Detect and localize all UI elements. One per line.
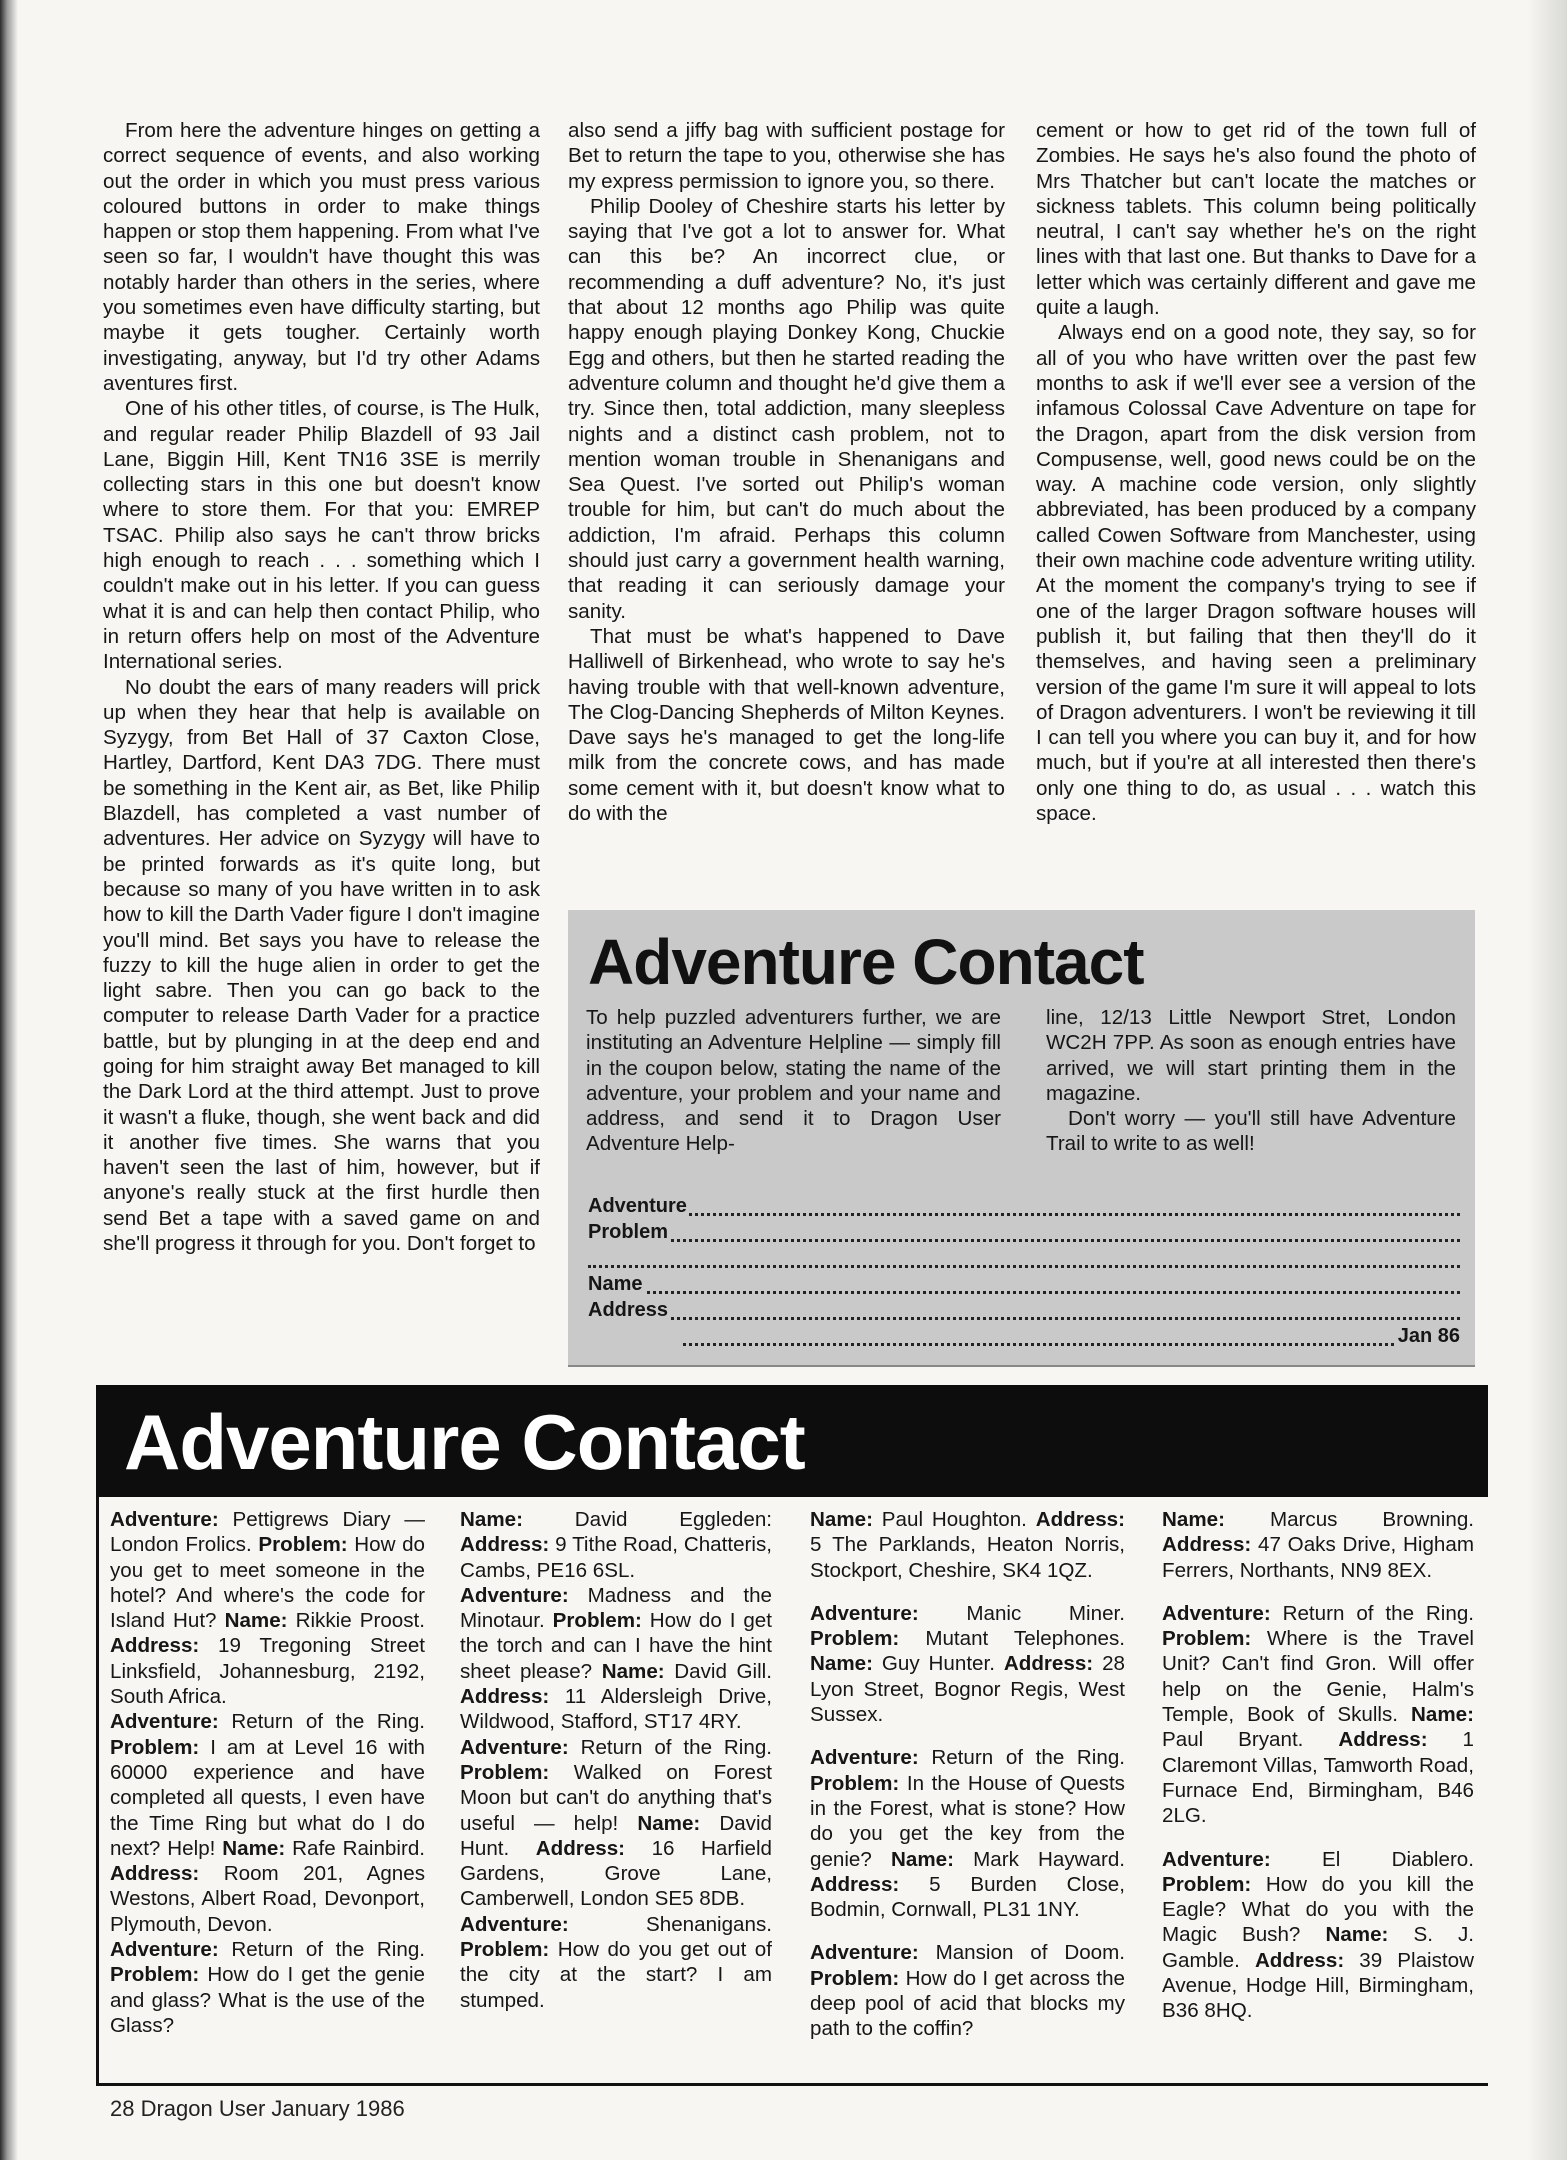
paragraph: Philip Dooley of Cheshire starts his letter by saying that I've got a lot to answer for. What can this be? An incorrect clue, or recommending a duff adventure? No, it's just that about 12 months ago Philip was quite happy enough playing Donkey Kong, Chuckie Egg and others, but then he started reading the adventure column and thought he'd give them a try. Since then, total addiction, many sleepless nights and a distinct cash problem, not to mention woman trouble in Shenanigans and Sea Quest. I've sorted out Philip's woman trouble for him, but can't do much about the addiction, I'm afraid. Perhaps this column should just carry a government health warning, that reading it can seriously damage your sanity. — [568, 194, 1005, 623]
listing-entry: Adventure: Return of the Ring. Problem: How do I get the genie and glass? What is the use of the Glass? — [110, 1938, 425, 2037]
article-column-3 — [1036, 118, 1476, 826]
listing-column-3 — [810, 1507, 1125, 2042]
paragraph: Always end on a good note, they say, so for all of you who have written over the past few months to ask if we'll ever see a version of the infamous Colossal Cave Adventure on tape for the Dragon, apart from the disk version from Compusense, well, good news could be on the way. A machine code version, only slightly abbreviated, has been produced by a company called Cowen Software from Manchester, using their own machine code adventure writing utility. At the moment the company's trying to see if one of the larger Dragon software houses will publish it, but failing that then they'll do it themselves, and having seen a preliminary version of the game I'm sure it will appeal to lots of Dragon adventurers. I won't be reviewing it till I can tell you where you can buy it, and for how much, but if you're at all interested then there's only one thing to do, as usual . . . watch this space. — [1036, 321, 1476, 826]
article-column-1 — [103, 118, 540, 1256]
page-footer: 28 Dragon User January 1986 — [110, 2096, 405, 2121]
coupon-intro-left — [586, 1005, 1001, 1157]
field-label: Address — [588, 1299, 669, 1321]
listing-entry: Adventure: Shenanigans. Problem: How do you get out of the city at the start? I am stumped. — [460, 1912, 772, 2012]
coupon-address-field-2[interactable] — [683, 1325, 1460, 1351]
listing-entry: Adventure: Return of the Ring. Problem: In the House of Quests in the Forest, what is stone? How do you get the key from the genie? Name: Mark Hayward. Address: 5 Burden Close, Bodmin, Cornwall, PL31 1NY. — [810, 1746, 1125, 1922]
listing-column-4 — [1162, 1507, 1474, 2024]
listing-entry: Adventure: Madness and the Minotaur. Problem: How do I get the torch and can I have the hint sheet please? Name: David Gill. Address: 11 Aldersleigh Drive, Wildwood, Stafford, ST17 4RY. — [460, 1583, 772, 1734]
listing-entry: Adventure: Return of the Ring. Problem: Where is the Travel Unit? Can't find Gron. Will offer help on the Genie, Halm's Temple, Book of Skulls. Name: Paul Bryant. Address: 1 Claremont Villas, Tamworth Road, Furnace End, Birmingham, B46 2LG. — [1162, 1601, 1474, 1828]
paragraph: also send a jiffy bag with sufficient postage for Bet to return the tape to you, otherwise she has my express permission to ignore you, so there. — [568, 119, 1005, 193]
paragraph: cement or how to get rid of the town full of Zombies. He says he's also found the photo of Mrs Thatcher but can't locate the matches or sickness tablets. This column being politically neutral, I can't say whether he's on the right lines with that last one. But thanks to Dave for a letter which was certainly different and gave me quite a laugh. — [1036, 119, 1476, 320]
listing-column-2 — [460, 1507, 772, 2013]
listing-border-bottom — [96, 2083, 1488, 2086]
field-label: Adventure — [588, 1195, 687, 1217]
paragraph: One of his other titles, of course, is The Hulk, and regular reader Philip Blazdell of 93 Jail Lane, Biggin Hill, Kent TN16 3SE is merrily collecting stars in this one but doesn't know where to store them. For that you: EMREP TSAC. Philip also says he can't throw bricks high enough to reach . . . something which I couldn't make out in his letter. If you can guess what it is and can help then contact Philip, who in return offers help on most of the Adventure International series. — [103, 397, 540, 674]
listing-entry: Adventure: Mansion of Doom. Problem: How do I get across the deep pool of acid that blocks my path to the coffin? — [810, 1941, 1125, 2041]
listing-border-left — [96, 1497, 99, 2086]
coupon-intro-right — [1046, 1005, 1456, 1157]
coupon-name-field[interactable] — [588, 1273, 1460, 1299]
coupon-problem-continuation-field[interactable] — [588, 1247, 1460, 1273]
listing-entry: Adventure: Return of the Ring. Problem: I am at Level 16 with 60000 experience and have completed all quests, I even have the Time Ring but what do I do next? Help! Name: Rafe Rainbird. Address: Room 201, Agnes Westons, Albert Road, Devonport, Plymouth, Devon. — [110, 1710, 425, 1936]
coupon-address-text: line, 12/13 Little Newport Stret, London WC2H 7PP. As soon as enough entries have arrived, we will start printing them in the magazine. — [1046, 1006, 1456, 1105]
listing-column-1 — [110, 1507, 425, 2038]
field-label: Problem — [588, 1221, 669, 1243]
coupon-date: Jan 86 — [1394, 1325, 1460, 1348]
listing-entry-cont: Name: Paul Houghton. Address: 5 The Parklands, Heaton Norris, Stockport, Cheshire, SK4 1QZ. — [810, 1508, 1125, 1582]
listing-entry: Adventure: Return of the Ring. Problem: Walked on Forest Moon but can't do anything that's useful — help! Name: David Hunt. Address: 16 Harfield Gardens, Grove Lane, Camberwell, London SE5 8DB. — [460, 1735, 772, 1911]
listing-entry-cont: Name: Marcus Browning. Address: 47 Oaks Drive, Higham Ferrers, Northants, NN9 8EX. — [1162, 1508, 1474, 1582]
listings-banner — [96, 1385, 1488, 1497]
coupon-box — [568, 910, 1475, 1367]
coupon-address-field[interactable] — [588, 1299, 1460, 1325]
paragraph: From here the adventure hinges on getting a correct sequence of events, and also working out the order in which you must press various coloured buttons in order to make things happen or stop them happening. From what I've seen so far, I wouldn't have thought this was notably harder than others in the series, where you sometimes even have difficulty starting, but maybe it gets tougher. Certainly worth investigating, anyway, but I'd try other Adams aventures first. — [103, 119, 540, 395]
page-edge-right — [1527, 0, 1567, 2160]
article-column-2 — [568, 118, 1005, 826]
coupon-note-text: Don't worry — you'll still have Adventure Trail to write to as well! — [1046, 1107, 1456, 1156]
coupon-adventure-field[interactable] — [588, 1195, 1460, 1221]
listing-entry-cont: Name: David Eggleden: Address: 9 Tithe Road, Chatteris, Cambs, PE16 6SL. — [460, 1508, 772, 1582]
paragraph: That must be what's happened to Dave Halliwell of Birkenhead, who wrote to say he's having trouble with that well-known adventure, The Clog-Dancing Shepherds of Milton Keynes. Dave says he's managed to get the long-life milk from the concrete cows, and has made some cement with it, but doesn't know what to do with the — [568, 624, 1005, 826]
field-label: Name — [588, 1273, 643, 1295]
paragraph: No doubt the ears of many readers will prick up when they hear that help is available on Syzygy, from Bet Hall of 37 Caxton Close, Hartley, Dartford, Kent DA3 7DG. There must be something in the Kent air, as Bet, like Philip Blazdell, has completed a vast number of adventures. Her advice on Syzygy will have to be printed forwards as it's quite long, but because so many of you have written in to ask how to kill the Darth Vader figure I don't imagine you'll mind. Bet says you have to release the fuzzy to kill the huge alien in order to get the light sabre. Then you can go back to the computer to release Darth Vader for a practice battle, but by plunging in at the deep end and going for him straight away Bet managed to kill the Dark Lord at the third attempt. Just to prove it wasn't a fluke, though, she went back and did it another five times. She warns that you haven't seen the last of him, however, but if anyone's really stuck at the first hurdle then send Bet a tape with a saved game on and she'll progress it through for you. Don't forget to — [103, 675, 540, 1256]
listing-entry: Adventure: Pettigrews Diary — London Frolics. Problem: How do you get to meet someone in the hotel? And where's the code for Island Hut? Name: Rikkie Proost. Address: 19 Tregoning Street Linksfield, Johannesburg, 2192, South Africa. — [110, 1508, 425, 1709]
coupon-title: Adventure Contact — [588, 926, 1144, 998]
listing-entry: Adventure: El Diablero. Problem: How do you kill the Eagle? What do you with the Magic Bush? Name: S. J. Gamble. Address: 39 Plaistow Avenue, Hodge Hill, Birmingham, B36 8HQ. — [1162, 1847, 1474, 2023]
listing-entry: Adventure: Manic Miner. Problem: Mutant Telephones. Name: Guy Hunter. Address: 28 Lyon Street, Bognor Regis, West Sussex. — [810, 1601, 1125, 1727]
coupon-intro-text: To help puzzled adventurers further, we are instituting an Adventure Helpline — simply fill in the coupon below, stating the name of the adventure, your problem and your name and address, and send it to Dragon User Adventure Help- — [586, 1006, 1001, 1156]
listings-title: Adventure Contact — [124, 1398, 805, 1486]
page-edge-shadow — [0, 0, 18, 2160]
coupon-problem-field[interactable] — [588, 1221, 1460, 1247]
